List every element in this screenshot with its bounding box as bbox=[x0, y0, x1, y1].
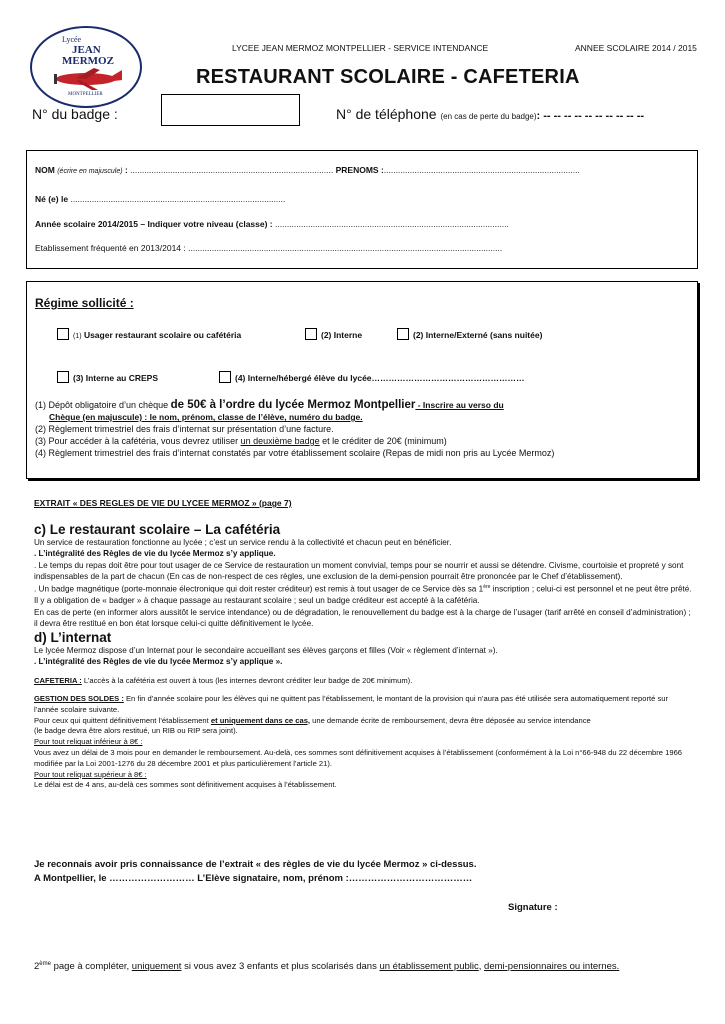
birth-label: Né (e) le bbox=[35, 194, 69, 204]
p4-text: . Un badge magnétique (porte-monnaie électronique qui doit rester créditeur) est remis à tout usager de ce Service dès sa 1 bbox=[34, 584, 484, 594]
logo-text-mermoz: MERMOZ bbox=[62, 55, 114, 67]
previous-school-field[interactable]: ..................................................................................................................................... bbox=[188, 243, 503, 253]
prenoms-label: PRENOMS : bbox=[335, 165, 384, 175]
header-year: ANNEE SCOLAIRE 2014 / 2015 bbox=[575, 43, 697, 53]
logo-text-montpellier: MONTPELLIER bbox=[68, 92, 103, 97]
p4-rest: inscription ; celui-ci est personnel et ne peut être prêté. bbox=[490, 584, 692, 594]
logo-text-jean: JEAN bbox=[72, 44, 101, 56]
gestion-soldes-text: En fin d’année scolaire pour les élèves qui ne quittent pas l’établissement, le montant de la provision qui n’aura pas été utilisée sera automatiquement reporté sur l’année scolaire suivante. bbox=[34, 694, 668, 714]
identity-box bbox=[26, 150, 698, 269]
logo-text-lycee: Lycée bbox=[62, 35, 82, 44]
checkbox[interactable] bbox=[397, 328, 409, 340]
acknowledgement bbox=[34, 858, 476, 886]
previous-school-row bbox=[35, 243, 502, 253]
note-number: 2 bbox=[34, 961, 40, 973]
note-comma: , bbox=[478, 961, 485, 973]
gs-p2-text: Pour ceux qui quittent définitivement l’établissement bbox=[34, 715, 211, 725]
previous-school-label: Etablissement fréquenté en 2013/2014 : bbox=[35, 243, 186, 253]
note-1 bbox=[35, 399, 685, 411]
checkbox[interactable] bbox=[305, 328, 317, 340]
note-1-amount: de 50€ à l’ordre du lycée Mermoz Montpellier bbox=[170, 399, 416, 411]
cafeteria-label: CAFETERIA : bbox=[34, 675, 82, 685]
option-1-num: (1) bbox=[73, 333, 82, 340]
phone-note: (en cas de perte du badge) bbox=[440, 112, 537, 121]
regime-option-1[interactable] bbox=[57, 328, 241, 340]
checkbox[interactable] bbox=[219, 371, 231, 383]
note-4: (4) Règlement trimestriel des frais d’internat constatés par votre établissement scolaire (Repas de midi non pris au Lycée Mermoz) bbox=[35, 448, 555, 458]
section-d-p2: . L’intégralité des Règles de vie du lycée Mermoz s’y applique ». bbox=[34, 657, 283, 667]
section-c-p6: En cas de perte (en informer alors aussitôt le service intendance) ou de dégradation, le renouvellement du badge est à la charge de l’usager (tarif arrêté en conseil d’administration) ; il devra être restitué en bon état lorsque celui-ci quitte définitivement le lycée. bbox=[34, 607, 691, 628]
regime-option-2[interactable] bbox=[305, 328, 362, 340]
cafeteria-text: L’accès à la cafétéria est ouvert à tous (les internes devront créditer leur badge de 20€ minimum). bbox=[81, 675, 413, 685]
regime-option-4[interactable] bbox=[57, 371, 158, 383]
header-service: LYCEE JEAN MERMOZ MONTPELLIER - SERVICE INTENDANCE bbox=[232, 43, 489, 53]
option-1-label: Usager restaurant scolaire ou cafétéria bbox=[83, 330, 242, 340]
note-3 bbox=[35, 435, 685, 447]
regime-title: Régime sollicité : bbox=[35, 296, 134, 310]
option-2-label: (2) Interne bbox=[321, 330, 363, 340]
page-title: RESTAURANT SCOLAIRE - CAFETERIA bbox=[196, 66, 580, 88]
section-c-p1: Un service de restauration fonctionne au lycée ; c’est un service rendu à la collectivité et chacun peut en bénéficier. bbox=[34, 538, 452, 547]
phone-dashes[interactable]: : -- -- -- -- -- -- -- -- -- -- bbox=[536, 110, 645, 122]
gs-p2-rest: une demande écrite de remboursement, devra être déposée au service intendance bbox=[310, 715, 591, 725]
regime-option-5[interactable] bbox=[219, 371, 525, 383]
reliquat-sup-label: Pour tout reliquat supérieur à 8€ : bbox=[34, 769, 147, 779]
reliquat-inf-text: Vous avez un délai de 3 mois pour en demander le remboursement. Au-delà, ces sommes sont définitivement acquises à l’établissement (conformément à la Loi n°66-948 du 22 décembre 1966 modifiée par la Loi 2001-1276 du 28 décembre 2001 et plus particulièrement l’article 21). bbox=[34, 747, 683, 768]
reliquat-sup-text: Le délai est de 4 ans, au-delà ces sommes sont définitivement acquises à l’établissement. bbox=[34, 780, 337, 790]
extract-heading: EXTRAIT « DES REGLES DE VIE DU LYCEE MERMOZ » (page 7) bbox=[34, 498, 292, 508]
note-text-c: si vous avez 3 enfants et plus scolarisés dans bbox=[181, 961, 380, 973]
note-text-a: page à compléter, bbox=[50, 961, 132, 973]
note-uniquement: uniquement bbox=[131, 961, 182, 973]
note-3-text: (3) Pour accéder à la cafétéria, vous devrez utiliser bbox=[35, 436, 241, 446]
section-d-p1: Le lycée Mermoz dispose d’un Internat pour le secondaire accueillant ses élèves garçons et filles (Voir « règlement d’internat »). bbox=[34, 646, 498, 656]
birth-field[interactable]: ........................................................................................... bbox=[70, 194, 286, 204]
section-d-title: d) L’internat bbox=[34, 630, 112, 646]
note-1-verso: - Inscrire au verso du bbox=[415, 400, 504, 410]
phone-label: N° de téléphone bbox=[336, 106, 437, 122]
gestion-soldes-para bbox=[34, 694, 694, 716]
cafeteria-para bbox=[34, 675, 694, 686]
class-field[interactable]: ................................................................................................... bbox=[275, 219, 509, 229]
regime-notes bbox=[35, 399, 685, 459]
regime-option-3[interactable] bbox=[397, 328, 542, 340]
gestion-soldes-p2 bbox=[34, 716, 694, 727]
checkbox[interactable] bbox=[57, 328, 69, 340]
checkbox[interactable] bbox=[57, 371, 69, 383]
note-demi-pension: demi-pensionnaires ou internes. bbox=[484, 961, 620, 973]
airplane-icon bbox=[46, 66, 126, 92]
footer-note bbox=[34, 961, 619, 972]
section-c-p4 bbox=[34, 582, 694, 595]
regime-box bbox=[26, 281, 698, 479]
gestion-soldes-p3: (le badge devra être alors restitué, un RIB ou RIP sera joint). bbox=[34, 726, 238, 736]
badge-number-field[interactable] bbox=[161, 94, 300, 126]
signature-label: Signature : bbox=[508, 902, 558, 913]
note-1-cheque: Chèque (en majuscule) : le nom, prénom, classe de l’élève, numéro du badge. bbox=[49, 412, 363, 422]
note-public: un établissement public bbox=[379, 961, 479, 973]
p4-sup: ère bbox=[483, 584, 491, 591]
gs-p2-emphasis: et uniquement dans ce cas, bbox=[210, 715, 311, 725]
birth-row bbox=[35, 194, 285, 204]
nom-colon: : bbox=[122, 165, 131, 175]
option-3-label: (2) Interne/Externé (sans nuitée) bbox=[413, 330, 543, 340]
prenoms-field[interactable]: ................................................................................... bbox=[383, 165, 580, 175]
phone-line bbox=[336, 106, 644, 122]
reliquat-inf-label: Pour tout reliquat inférieur à 8€ : bbox=[34, 737, 143, 747]
option-5-label: (4) Interne/hébergé élève du lycée……………………………………………… bbox=[235, 373, 525, 383]
note-1-text: (1) Dépôt obligatoire d’un chèque bbox=[35, 400, 171, 410]
nom-label: NOM bbox=[35, 165, 55, 175]
note-3-badge: un deuxième badge bbox=[240, 436, 320, 446]
note-3-credit: et le créditer de 20€ (minimum) bbox=[319, 436, 447, 446]
section-c-p2: . L’intégralité des Règles de vie du lycée Mermoz s’y applique. bbox=[34, 549, 276, 559]
badge-label: N° du badge : bbox=[32, 106, 118, 122]
signatory-line[interactable]: A Montpellier, le ……………………… L’Elève signataire, nom, prénom :………………………………… bbox=[34, 873, 473, 884]
note-2: (2) Règlement trimestriel des frais d’internat sur présentation d’une facture. bbox=[35, 424, 334, 434]
note-sup: ème bbox=[39, 961, 51, 967]
school-logo bbox=[30, 26, 142, 108]
class-row bbox=[35, 219, 509, 229]
nom-field[interactable]: ...................................................................................... bbox=[130, 165, 334, 175]
class-label: Année scolaire 2014/2015 – Indiquer votre niveau (classe) : bbox=[35, 219, 273, 229]
section-c-title: c) Le restaurant scolaire – La cafétéria bbox=[34, 522, 281, 537]
section-c-p3: . Le temps du repas doit être pour tout usager de ce Service de restauration un moment convivial, temps pour se nourrir et aussi se détendre. Civisme, courtoisie et propreté y sont indispensables de la part de chacun (En cas de non-respect de ces règles, une exclusion de la demi-pension pourrait être prononcée par le Chef d’établissement). bbox=[34, 560, 684, 581]
section-c-p5: Il y a obligation de « badger » à chaque passage au restaurant scolaire ; seul un badge créditeur est accepté à la cafétéria. bbox=[34, 596, 480, 606]
gestion-soldes-label: GESTION DES SOLDES : bbox=[34, 694, 124, 703]
ack-line: Je reconnais avoir pris connaissance de l’extrait « des règles de vie du lycée Mermoz » ci-dessus. bbox=[34, 859, 477, 870]
nom-row bbox=[35, 165, 580, 175]
nom-hint: (écrire en majuscule) bbox=[57, 168, 123, 175]
option-4-label: (3) Interne au CREPS bbox=[73, 373, 159, 383]
extract-body bbox=[34, 522, 694, 791]
